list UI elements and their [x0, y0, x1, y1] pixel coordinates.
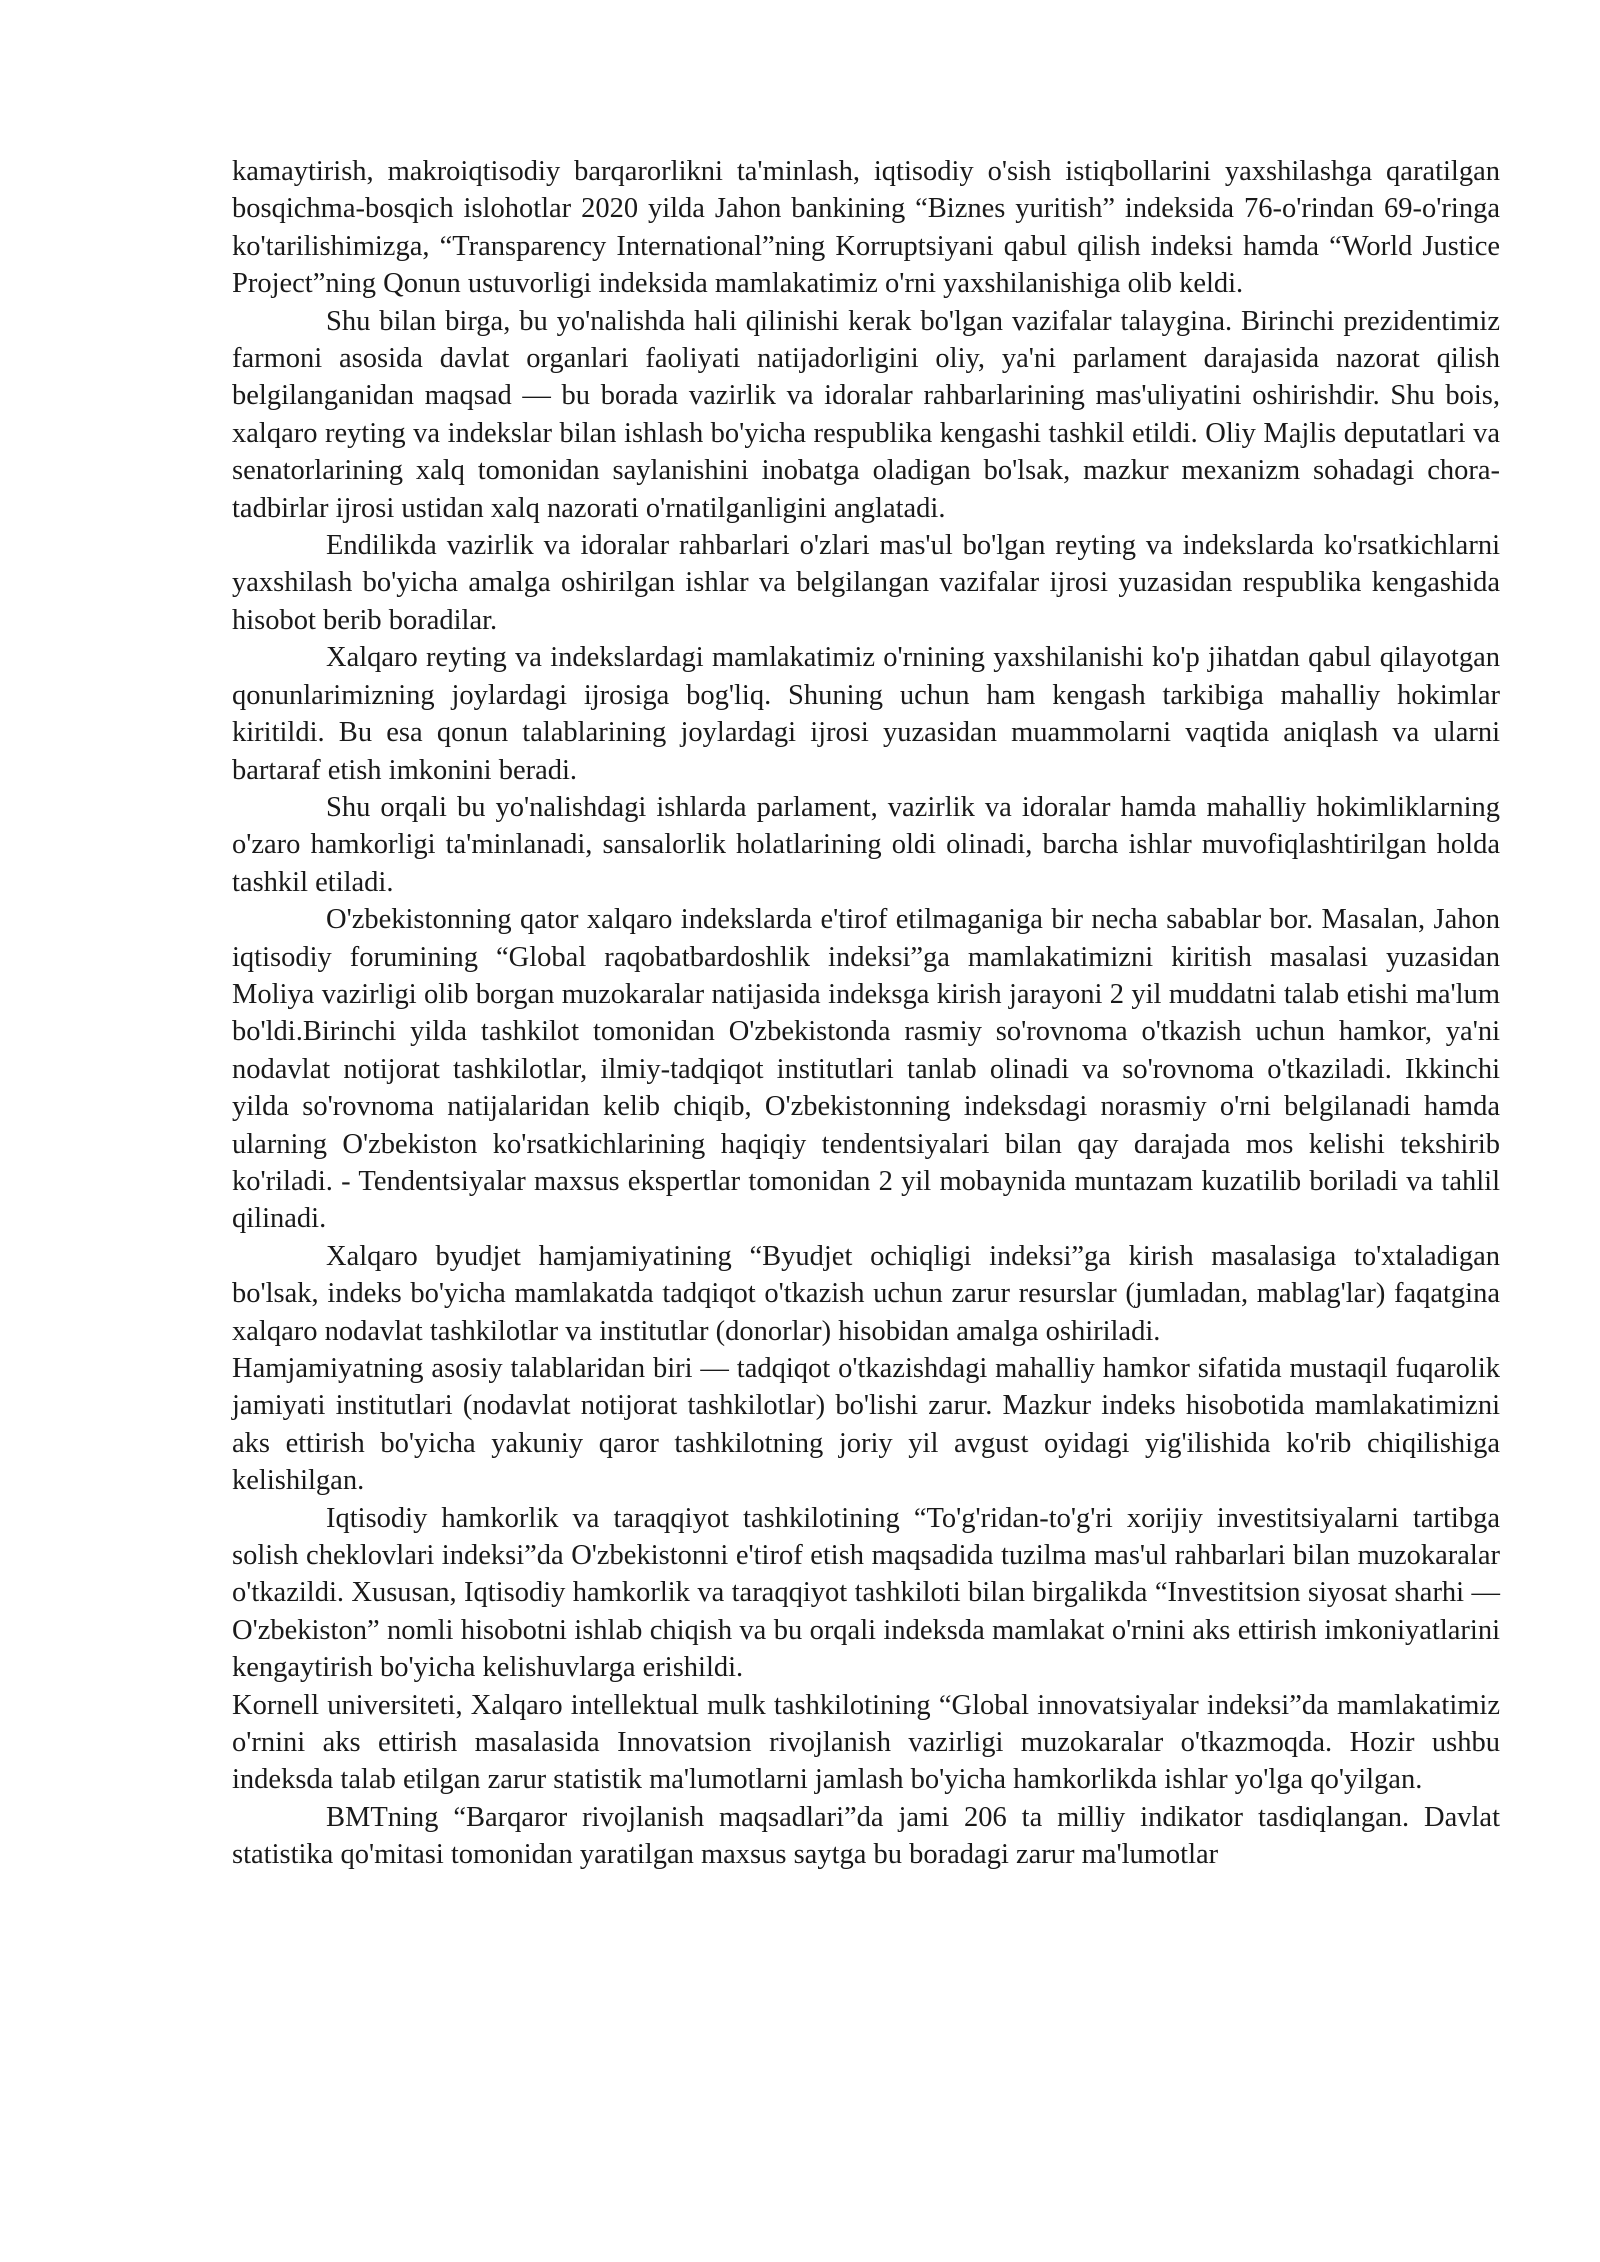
- paragraph-8: Hamjamiyatning asosiy talablaridan biri — tadqiqot o'tkazishdagi mahalliy hamkor sifatida mustaqil fuqarolik jamiyati institutlari (nodavlat notijorat tashkilotlar) bo'lishi zarur. Mazkur indeks hisobotida mamlakatimizni aks ettirish bo'yicha yakuniy qaror tashkilotning joriy yil avgust oyidagi yig'ilishida ko'rib chiqilishiga kelishilgan.: [232, 1353, 1500, 1497]
- paragraph-6: O'zbekistonning qator xalqaro indekslarda e'tirof etilmaganiga bir necha sabablar bor. Masalan, Jahon iqtisodiy forumining “Global raqobatbardoshlik indeksi”ga mamlakatimizni kiritish masalasi yuzasidan Moliya vazirligi olib borgan muzokaralar natijasida indeksga kirish jarayoni 2 yil muddatni talab etishi ma'lum bo'ldi.Birinchi yilda tashkilot tomonidan O'zbekistonda rasmiy so'rovnoma o'tkazish uchun hamkor, ya'ni nodavlat notijorat tashkilotlar, ilmiy-tadqiqot institutlari tanlab olinadi va so'rovnoma o'tkaziladi. Ikkinchi yilda so'rovnoma natijalaridan kelib chiqib, O'zbekistonning indeksdagi norasmiy o'rni belgilanadi hamda ularning O'zbekiston ko'rsatkichlarining haqiqiy tendentsiyalari bilan qay darajada mos kelishi tekshirib ko'riladi. - Tendentsiyalar maxsus ekspertlar tomonidan 2 yil mobaynida muntazam kuzatilib boriladi va tahlil qilinadi.: [232, 904, 1500, 1235]
- paragraph-3: Endilikda vazirlik va idoralar rahbarlari o'zlari mas'ul bo'lgan reyting va indekslarda ko'rsatkichlarni yaxshilash bo'yicha amalga oshirilgan ishlar va belgilangan vazifalar ijrosi yuzasidan respublika kengashida hisobot berib boradilar.: [232, 530, 1500, 636]
- paragraph-9: Iqtisodiy hamkorlik va taraqqiyot tashkilotining “To'g'ridan-to'g'ri xorijiy investitsiyalarni tartibga solish cheklovlari indeksi”da O'zbekistonni e'tirof etish maqsadida tuzilma mas'ul rahbarlari bilan muzokaralar o'tkazildi. Xususan, Iqtisodiy hamkorlik va taraqqiyot tashkiloti bilan birgalikda “Investitsion siyosat sharhi — O'zbekiston” nomli hisobotni ishlab chiqish va bu orqali indeksda mamlakat o'rnini aks ettirish imkoniyatlarini kengaytirish bo'yicha kelishuvlarga erishildi.: [232, 1502, 1500, 1684]
- paragraph-11: BMTning “Barqaror rivojlanish maqsadlari”da jami 206 ta milliy indikator tasdiqlangan. Davlat statistika qo'mitasi tomonidan yaratilgan maxsus saytga bu boradagi zarur ma'lumotlar: [232, 1801, 1500, 1871]
- paragraph-7: Xalqaro byudjet hamjamiyatining “Byudjet ochiqligi indeksi”ga kirish masalasiga to'xtaladigan bo'lsak, indeks bo'yicha mamlakatda tadqiqot o'tkazish uchun zarur resurslar (jumladan, mablag'lar) faqatgina xalqaro nodavlat tashkilotlar va institutlar (donorlar) hisobidan amalga oshiriladi.: [232, 1240, 1500, 1347]
- paragraph-1: kamaytirish, makroiqtisodiy barqarorlikni ta'minlash, iqtisodiy o'sish istiqbollarini yaxshilashga qaratilgan bosqichma-bosqich islohotlar 2020 yilda Jahon bankining “Biznes yuritish” indeksida 76-o'rindan 69-o'ringa ko'tarilishimizga, “Transparency International”ning Korruptsiyani qabul qilish indeksi hamda “World Justice Project”ning Qonun ustuvorligi indeksida mamlakatimiz o'rni yaxshilanishiga olib keldi.: [232, 156, 1500, 300]
- paragraph-4: Xalqaro reyting va indekslardagi mamlakatimiz o'rnining yaxshilanishi ko'p jihatdan qabul qilayotgan qonunlarimizning joylardagi ijrosiga bog'liq. Shuning uchun ham kengash tarkibiga mahalliy hokimlar kiritildi. Bu esa qonun talablarining joylardagi ijrosi yuzasidan muammolarni vaqtida aniqlash va ularni bartaraf etish imkonini beradi.: [232, 642, 1500, 786]
- paragraph-2: Shu bilan birga, bu yo'nalishda hali qilinishi kerak bo'lgan vazifalar talaygina. Birinchi prezidentimiz farmoni asosida davlat organlari faoliyati natijadorligini oliy, ya'ni parlament darajasida nazorat qilish belgilanganidan maqsad — bu borada vazirlik va idoralar rahbarlarining mas'uliyatini oshirishdir. Shu bois, xalqaro reyting va indekslar bilan ishlash bo'yicha respublika kengashi tashkil etildi. Oliy Majlis deputatlari va senatorlarining xalq tomonidan saylanishini inobatga oladigan bo'lsak, mazkur mexanizm sohadagi chora-tadbirlar ijrosi ustidan xalq nazorati o'rnatilganligini anglatadi.: [232, 305, 1500, 524]
- document-page: [232, 153, 1500, 1874]
- paragraph-10: Kornell universiteti, Xalqaro intellektual mulk tashkilotining “Global innovatsiyalar indeksi”da mamlakatimiz o'rnini aks ettirish masalasida Innovatsion rivojlanish vazirligi muzokaralar o'tkazmoqda. Hozir ushbu indeksda talab etilgan zarur statistik ma'lumotlarni jamlash bo'yicha hamkorlikda ishlar yo'lga qo'yilgan.: [232, 1689, 1500, 1796]
- paragraph-5: Shu orqali bu yo'nalishdagi ishlarda parlament, vazirlik va idoralar hamda mahalliy hokimliklarning o'zaro hamkorligi ta'minlanadi, sansalorlik holatlarining oldi olinadi, barcha ishlar muvofiqlashtirilgan holda tashkil etiladi.: [232, 791, 1500, 898]
